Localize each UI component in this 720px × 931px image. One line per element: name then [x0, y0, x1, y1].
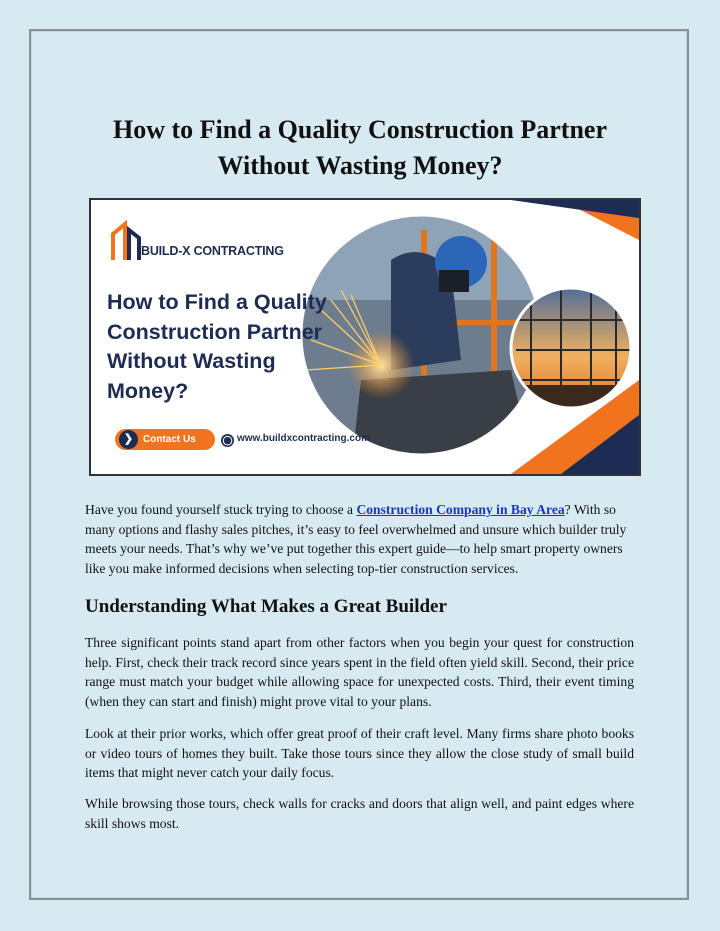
paragraph-prior-works: Look at their prior works, which offer great proof of their craft level. Many firms share photo books or video tours of homes they built. Take those tours since they allow the close study of small build items that might never catch your daily focus.: [85, 726, 634, 780]
building-logo-icon: [111, 220, 143, 262]
banner-heading: [107, 288, 357, 406]
title-line-1: How to Find a Quality Construction Partner: [113, 115, 607, 144]
banner-heading-line: Money?: [107, 378, 189, 403]
arrow-right-icon: ❯: [119, 430, 138, 449]
banner-heading-line: Construction Partner: [107, 319, 323, 344]
banner-heading-line: How to Find a Quality: [107, 290, 327, 314]
paragraph-selection-points: Three significant points stand apart from other factors when you begin your quest for construction help. First, check their track record since years spent in the field often yield skill. Second, their price range must match your budget while allowing space for unexpected costs. Third, their event timing (when they can start and finish) might prove vital to your plans.: [85, 635, 634, 709]
paragraph-browsing-tours: While browsing those tours, check walls for cracks and doors that align well, and paint edges where skill shows most.: [85, 796, 634, 831]
website-link[interactable]: [221, 433, 370, 447]
brand-name: BUILD-X CONTRACTING: [141, 244, 284, 258]
contact-us-label: Contact Us: [143, 434, 196, 445]
globe-icon: ◯: [222, 435, 233, 445]
website-url: www.buildxcontracting.com: [237, 433, 370, 444]
banner-heading-line: Without Wasting: [107, 349, 276, 373]
intro-text-end: ? With so many options and flashy sales pitches, it’s easy to feel overwhelmed and unsure which builder truly meets your needs. That’s why we’ve put together this expert guide—to help smart property owners like you make informed decisions when selecting top-tier construction services.: [85, 502, 627, 576]
construction-company-link[interactable]: Construction Company in Bay Area: [356, 502, 565, 517]
page-title: [60, 112, 660, 184]
section-heading: Understanding What Makes a Great Builder: [85, 596, 447, 617]
hero-banner: [89, 198, 641, 476]
contact-us-button[interactable]: [115, 429, 215, 450]
intro-text-start: Have you found yourself stuck trying to choose a: [85, 502, 357, 517]
intro-paragraph: [85, 500, 634, 578]
title-line-2: Without Wasting Money?: [217, 151, 503, 180]
